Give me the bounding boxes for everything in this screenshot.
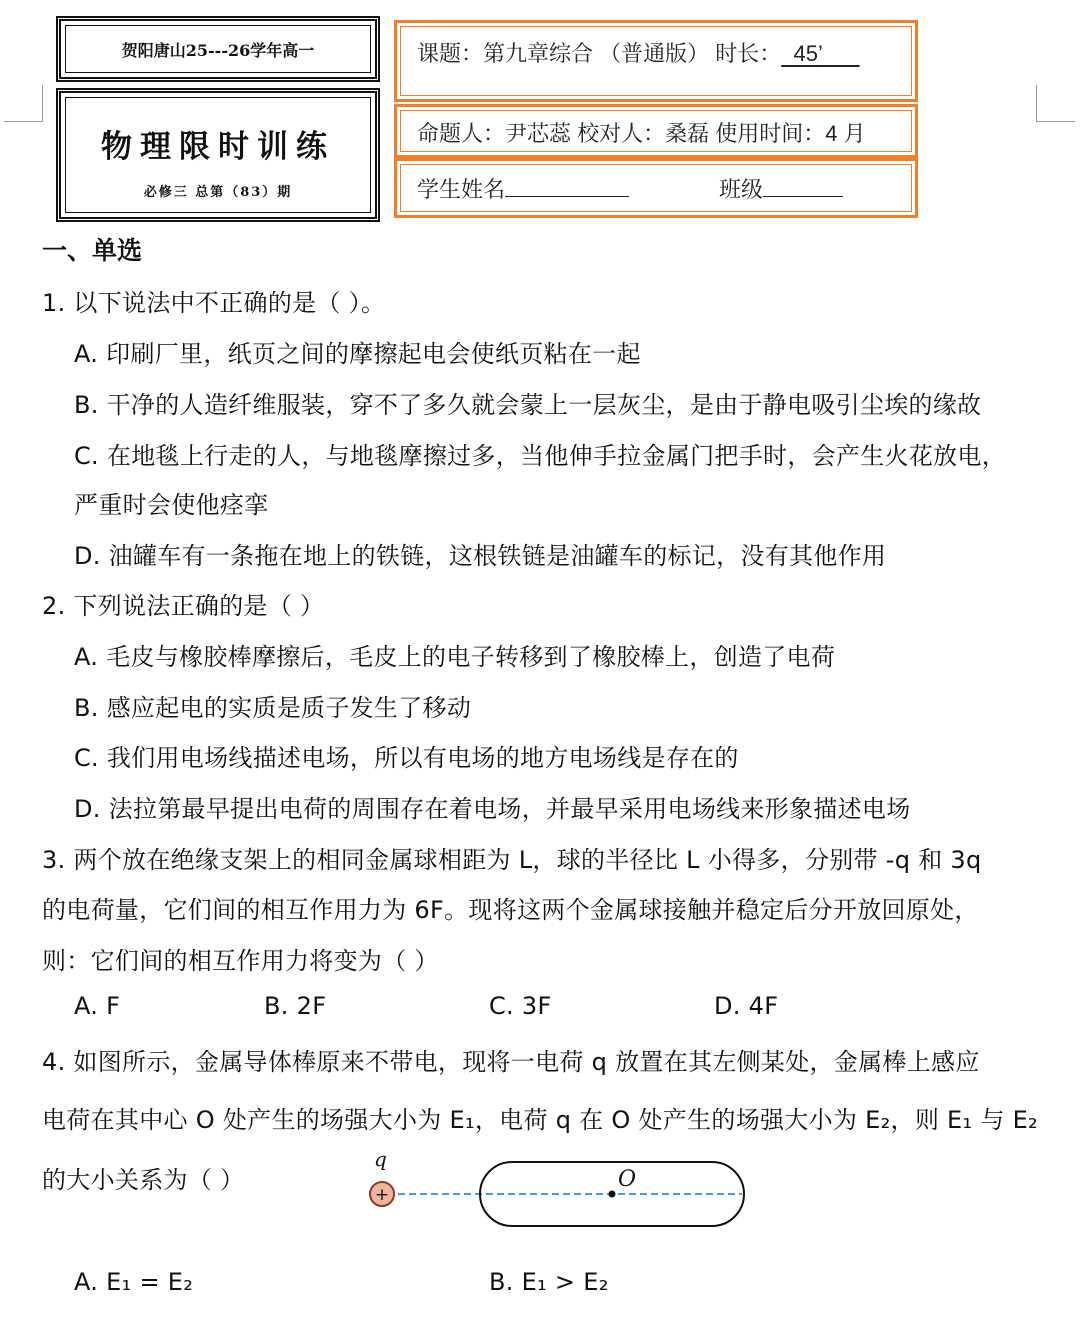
question-3-option-d: D. 4F xyxy=(714,992,779,1020)
charge-label: q xyxy=(374,1148,387,1171)
duration-value: 45’ xyxy=(793,41,823,66)
class-label: 班级 xyxy=(719,177,764,202)
center-point xyxy=(609,1191,616,1198)
question-3-stem-line-2: 的电荷量，它们间的相互作用力为 6F。现将这两个金属球接触并稳定后分开放回原处， xyxy=(42,896,979,924)
student-name-label: 学生姓名 xyxy=(417,177,506,202)
conductor-rod-figure xyxy=(360,1148,760,1238)
worksheet-issue: 必修三 总第（83）期 xyxy=(143,185,293,200)
topic-label: 课题：第九章综合 （普通版） 时长： xyxy=(417,41,782,66)
question-3-stem-line-3: 则：它们间的相互作用力将变为（ ） xyxy=(42,947,439,975)
question-4-stem-line-1: 4. 如图所示，金属导体棒原来不带电，现将一电荷 q 放置在其左侧某处，金属棒上感应 xyxy=(42,1048,980,1076)
question-1-option-d: D. 油罐车有一条拖在地上的铁链，这根铁链是油罐车的标记，没有其他作用 xyxy=(74,542,887,570)
question-2-option-b: B. 感应起电的实质是质子发生了移动 xyxy=(74,694,472,722)
author-box xyxy=(394,104,918,158)
question-3-stem-line-1: 3. 两个放在绝缘支架上的相同金属球相距为 L，球的半径比 L 小得多，分别带 -q 和 3q xyxy=(42,846,982,874)
worksheet-title: 物理限时训练 xyxy=(101,129,335,165)
title-banner xyxy=(56,88,380,222)
question-2-option-a: A. 毛皮与橡胶棒摩擦后，毛皮上的电子转移到了橡胶棒上，创造了电荷 xyxy=(74,643,836,671)
question-3-option-a: A. F xyxy=(74,992,121,1020)
question-4-stem-line-2: 电荷在其中心 O 处产生的场强大小为 E₁，电荷 q 在 O 处产生的场强大小为 E₂，则 E₁ 与 E₂ xyxy=(42,1106,1038,1134)
section-heading: 一、单选 xyxy=(42,236,143,265)
school-banner xyxy=(56,16,380,82)
school-name: 贺阳唐山25---26学年高一 xyxy=(121,40,315,60)
page-corner-mark-left xyxy=(4,85,43,122)
question-3-option-b: B. 2F xyxy=(264,992,327,1020)
question-2-option-c: C. 我们用电场线描述电场，所以有电场的地方电场线是存在的 xyxy=(74,744,739,772)
question-1-option-b: B. 干净的人造纤维服装，穿不了多久就会蒙上一层灰尘，是由于静电吸引尘埃的缘故 xyxy=(74,391,982,419)
charge-sign: + xyxy=(374,1185,390,1205)
question-1-option-c-cont: 严重时会使他痉挛 xyxy=(74,491,269,519)
student-info-line xyxy=(417,173,843,204)
topic-line xyxy=(417,37,860,68)
question-4-stem-line-3: 的大小关系为（ ） xyxy=(42,1166,245,1194)
question-4-option-b: B. E₁ > E₂ xyxy=(489,1268,609,1296)
question-4-option-a: A. E₁ = E₂ xyxy=(74,1268,194,1296)
question-2-option-d: D. 法拉第最早提出电荷的周围存在着电场，并最早采用电场线来形象描述电场 xyxy=(74,795,911,823)
student-info-box xyxy=(394,158,918,218)
question-1-stem: 1. 以下说法中不正确的是（ ）。 xyxy=(42,289,386,317)
student-name-field[interactable] xyxy=(505,176,629,197)
topic-box xyxy=(394,20,918,102)
question-2-stem: 2. 下列说法正确的是（ ） xyxy=(42,592,325,620)
center-label: O xyxy=(618,1167,637,1192)
author-line: 命题人：尹芯蕊 校对人：桑磊 使用时间：4 月 xyxy=(417,121,866,146)
question-3-option-c: C. 3F xyxy=(489,992,552,1020)
question-1-option-c: C. 在地毯上行走的人，与地毯摩擦过多，当他伸手拉金属门把手时，会产生火花放电， xyxy=(74,442,1007,470)
question-1-option-a: A. 印刷厂里，纸页之间的摩擦起电会使纸页粘在一起 xyxy=(74,340,641,368)
class-field[interactable] xyxy=(763,176,843,197)
page-corner-mark-right xyxy=(1036,85,1075,122)
